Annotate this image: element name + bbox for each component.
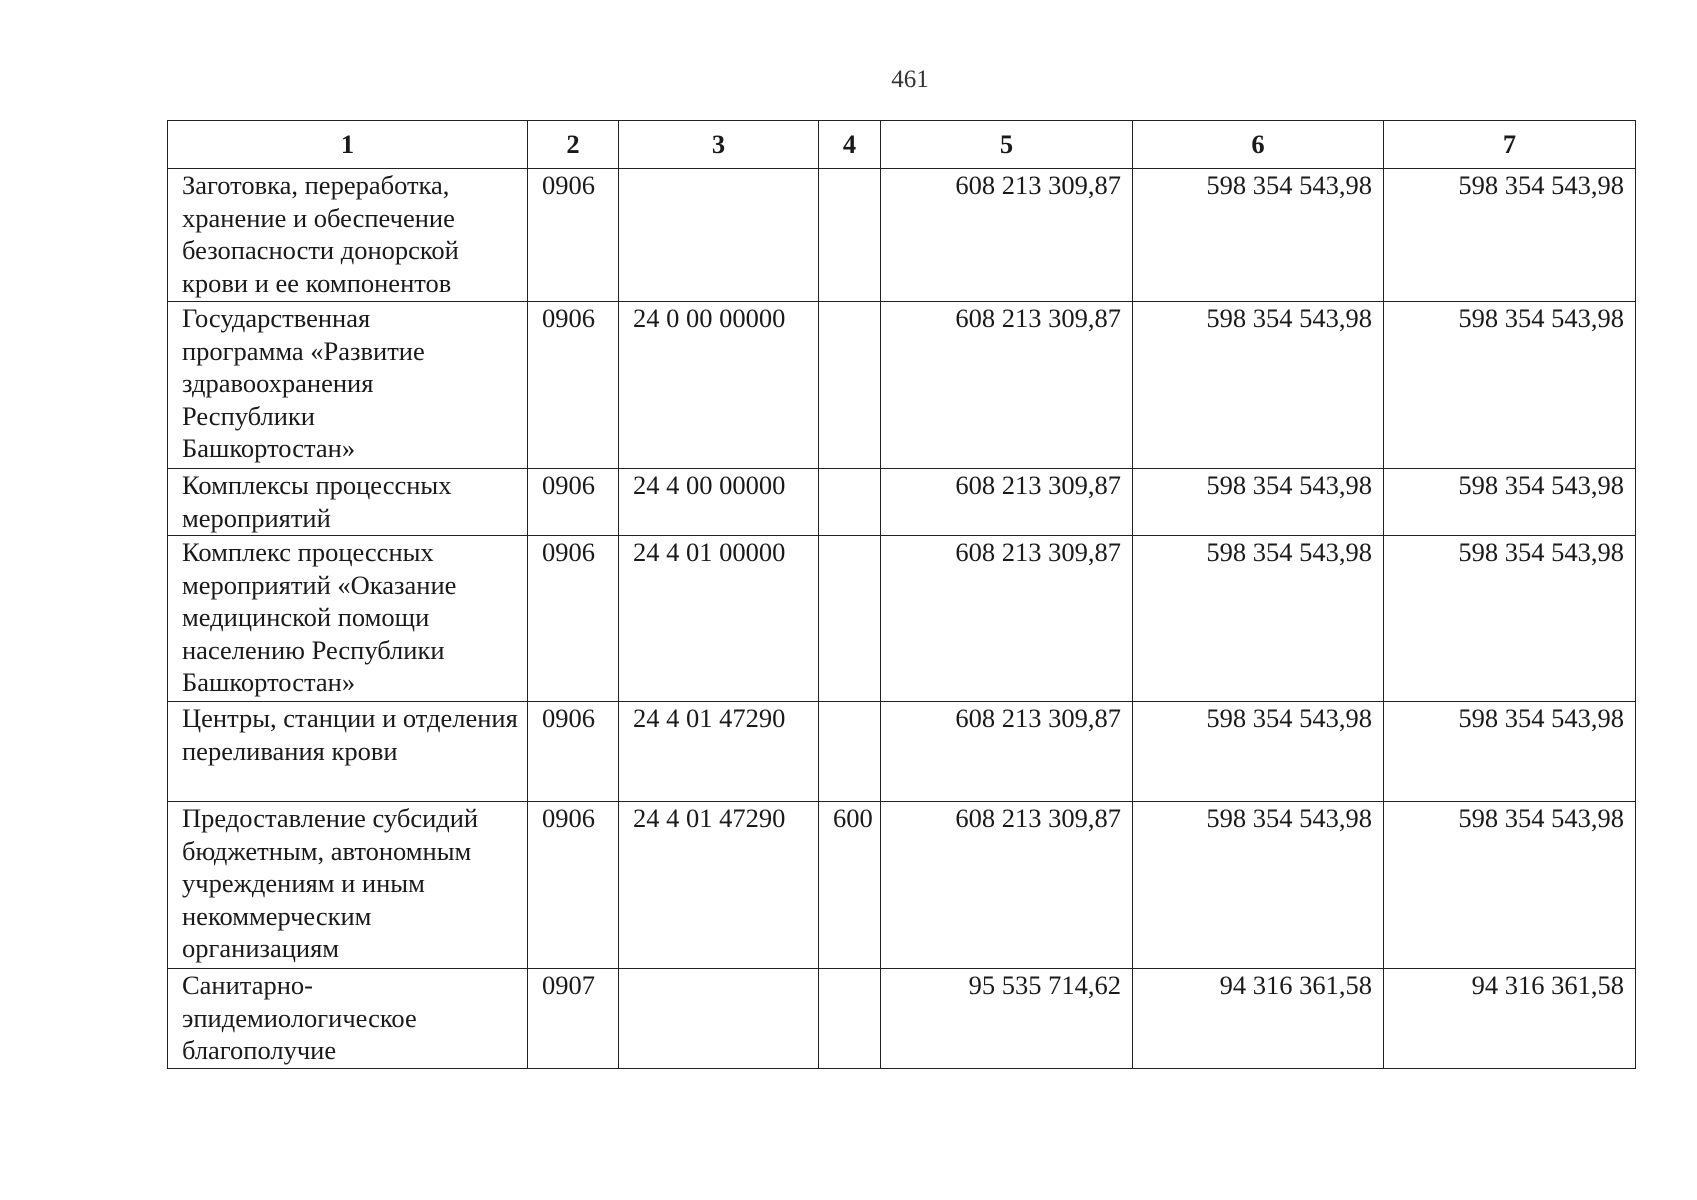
target-code: 24 4 01 47290 xyxy=(619,802,819,969)
expense-type-code: 600 xyxy=(819,802,881,969)
section-code: 0906 xyxy=(528,469,619,536)
amount-col6: 598 354 543,98 xyxy=(1133,802,1384,969)
header-cell-7: 7 xyxy=(1384,121,1636,169)
target-code xyxy=(619,969,819,1069)
page-number: 461 xyxy=(891,66,929,93)
section-code: 0906 xyxy=(528,702,619,802)
target-code: 24 4 00 00000 xyxy=(619,469,819,536)
item-name: Санитарно-эпидемиологическое благополучие xyxy=(168,969,528,1069)
table-row xyxy=(168,536,1636,702)
item-name: Комплекс процессных мероприятий «Оказание медицинской помощи населению Республики Башкортостан» xyxy=(168,536,528,702)
amount-col7: 598 354 543,98 xyxy=(1384,169,1636,302)
item-name: Предоставление субсидий бюджетным, автономным учреждениям и иным некоммерческим организациям xyxy=(168,802,528,969)
amount-col6: 598 354 543,98 xyxy=(1133,536,1384,702)
section-code: 0906 xyxy=(528,802,619,969)
target-code: 24 0 00 00000 xyxy=(619,302,819,469)
amount-col7: 598 354 543,98 xyxy=(1384,536,1636,702)
amount-col6: 598 354 543,98 xyxy=(1133,702,1384,802)
item-name: Государственная программа «Развитие здравоохранения Республики Башкортостан» xyxy=(168,302,528,469)
expense-type-code xyxy=(819,302,881,469)
header-cell-1: 1 xyxy=(168,121,528,169)
header-cell-3: 3 xyxy=(619,121,819,169)
amount-col7: 598 354 543,98 xyxy=(1384,302,1636,469)
header-cell-6: 6 xyxy=(1133,121,1384,169)
expense-type-code xyxy=(819,469,881,536)
expense-type-code xyxy=(819,969,881,1069)
table-row xyxy=(168,469,1636,536)
table-row xyxy=(168,802,1636,969)
header-cell-4: 4 xyxy=(819,121,881,169)
table-row xyxy=(168,302,1636,469)
target-code: 24 4 01 00000 xyxy=(619,536,819,702)
amount-col5: 608 213 309,87 xyxy=(881,536,1133,702)
amount-col5: 608 213 309,87 xyxy=(881,302,1133,469)
amount-col7: 94 316 361,58 xyxy=(1384,969,1636,1069)
expense-type-code xyxy=(819,536,881,702)
item-name: Заготовка, переработка, хранение и обеспечение безопасности донорской крови и ее компонентов xyxy=(168,169,528,302)
section-code: 0906 xyxy=(528,302,619,469)
expense-type-code xyxy=(819,169,881,302)
header-row xyxy=(168,121,1636,169)
budget-table xyxy=(167,120,1636,1069)
amount-col7: 598 354 543,98 xyxy=(1384,469,1636,536)
amount-col7: 598 354 543,98 xyxy=(1384,702,1636,802)
amount-col6: 94 316 361,58 xyxy=(1133,969,1384,1069)
section-code: 0906 xyxy=(528,536,619,702)
amount-col5: 608 213 309,87 xyxy=(881,469,1133,536)
amount-col6: 598 354 543,98 xyxy=(1133,302,1384,469)
header-cell-2: 2 xyxy=(528,121,619,169)
amount-col5: 608 213 309,87 xyxy=(881,169,1133,302)
section-code: 0907 xyxy=(528,969,619,1069)
amount-col7: 598 354 543,98 xyxy=(1384,802,1636,969)
expense-type-code xyxy=(819,702,881,802)
amount-col5: 608 213 309,87 xyxy=(881,802,1133,969)
table-row xyxy=(168,702,1636,802)
table-row xyxy=(168,969,1636,1069)
amount-col6: 598 354 543,98 xyxy=(1133,169,1384,302)
section-code: 0906 xyxy=(528,169,619,302)
target-code: 24 4 01 47290 xyxy=(619,702,819,802)
amount-col5: 95 535 714,62 xyxy=(881,969,1133,1069)
amount-col5: 608 213 309,87 xyxy=(881,702,1133,802)
target-code xyxy=(619,169,819,302)
item-name: Комплексы процессных мероприятий xyxy=(168,469,528,536)
header-cell-5: 5 xyxy=(881,121,1133,169)
table-row xyxy=(168,169,1636,302)
amount-col6: 598 354 543,98 xyxy=(1133,469,1384,536)
item-name: Центры, станции и отделения переливания крови xyxy=(168,702,528,802)
